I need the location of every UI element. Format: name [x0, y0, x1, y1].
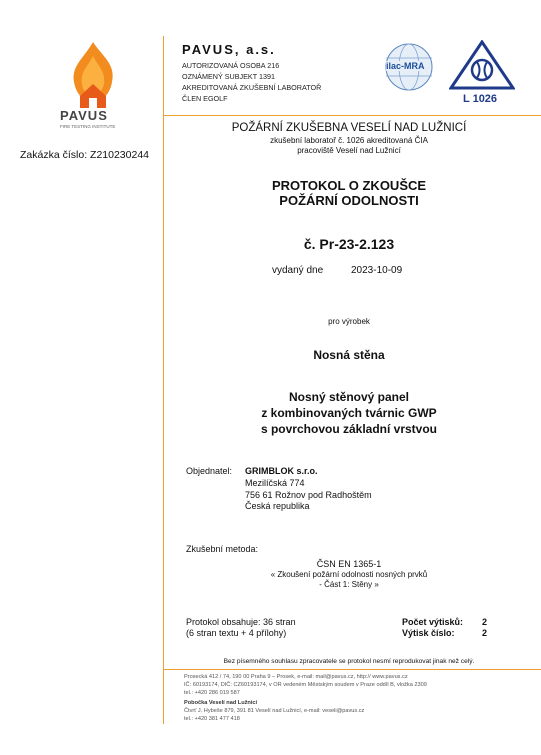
issued-label: vydaný dne [272, 265, 324, 276]
client-city: 756 61 Rožnov pod Radhoštěm [245, 490, 372, 500]
header-line-2: OZNÁMENÝ SUBJEKT 1391 [182, 72, 275, 81]
footer-line-2: IČ: 60193174, DIČ: CZ60193174, v OR vedeném Městským soudem v Praze oddíl B, vložka 2309 [184, 682, 427, 688]
copy-number-value: 2 [482, 628, 488, 638]
footer-line-5: tel.: +420 381 477 418 [184, 716, 240, 722]
cia-label: L 1026 [463, 93, 498, 105]
method-label: Zkušební metoda: [186, 544, 259, 554]
product-desc-3: s povrchovou základní vrstvou [260, 422, 438, 436]
vertical-divider [163, 36, 164, 724]
header-line-4: ČLEN EGOLF [182, 94, 228, 103]
issued-date: 2023-10-09 [351, 265, 403, 276]
cia-triangle-icon [449, 40, 515, 100]
logo-subtitle: FIRE TESTING INSTITUTE [60, 124, 116, 129]
contents-detail: (6 stran textu + 4 přílohy) [186, 628, 287, 638]
footer-line-1: Prosecká 412 / 74, 190 00 Praha 9 – Prosek, e-mail: mail@pavus.cz, http:// www.pavus.cz [184, 674, 408, 680]
client-name: GRIMBLOK s.r.o. [245, 466, 318, 476]
footer-branch: Pobočka Veselí nad Lužnicí [184, 700, 258, 706]
method-title: « Zkoušení požární odolnosti nosných prvků [270, 570, 428, 579]
lab-line-2: pracoviště Veselí nad Lužnicí [297, 146, 401, 155]
reproduction-notice: Bez písemného souhlasu zpracovatele se protokol nesmí reprodukovat jinak než celý. [223, 658, 475, 665]
method-standard: ČSN EN 1365-1 [316, 559, 382, 569]
flame-house-icon [58, 38, 128, 112]
company-name: PAVUS, a.s. [182, 42, 276, 57]
header-divider [163, 115, 541, 116]
header-line-1: AUTORIZOVANÁ OSOBA 216 [182, 61, 280, 70]
product-name: Nosná stěna [313, 348, 385, 362]
order-number: Zakázka číslo: Z210230244 [20, 149, 149, 161]
client-label: Objednatel: [186, 466, 233, 476]
pavus-logo [58, 38, 128, 112]
copies-label: Počet výtisků: [402, 617, 464, 627]
copy-number-label: Výtisk číslo: [402, 628, 455, 638]
for-product: pro výrobek [328, 317, 370, 326]
ilac-label: ilac-MRA [386, 61, 425, 71]
product-desc-1: Nosný stěnový panel [288, 390, 410, 404]
header-line-3: AKREDITOVANÁ ZKUŠEBNÍ LABORATOŘ [182, 83, 322, 92]
contents-pages: Protokol obsahuje: 36 stran [186, 617, 296, 627]
copies-value: 2 [482, 617, 488, 627]
lab-line-1: zkušební laboratoř č. 1026 akreditovaná ČIA [270, 136, 428, 145]
protocol-title-2: POŽÁRNÍ ODOLNOSTI [279, 193, 419, 208]
footer-line-3: tel.: +420 286 019 587 [184, 690, 240, 696]
method-part: - Část 1: Stěny » [319, 580, 379, 589]
client-country: Česká republika [245, 501, 310, 511]
logo-name: PAVUS [60, 108, 108, 123]
client-street: Mezilíčská 774 [245, 478, 305, 488]
protocol-title-1: PROTOKOL O ZKOUŠCE [271, 178, 427, 193]
lab-title: POŽÁRNÍ ZKUŠEBNA VESELÍ NAD LUŽNICÍ [231, 122, 467, 134]
protocol-number: č. Pr-23-2.123 [303, 236, 395, 252]
footer-divider [163, 669, 541, 670]
product-desc-2: z kombinovaných tvárnic GWP [261, 406, 437, 420]
footer-line-4: Čtvrť J. Hybeše 879, 391 81 Veselí nad Lužnicí, e-mail: veseli@pavus.cz [184, 708, 365, 714]
cia-logo [449, 40, 515, 100]
